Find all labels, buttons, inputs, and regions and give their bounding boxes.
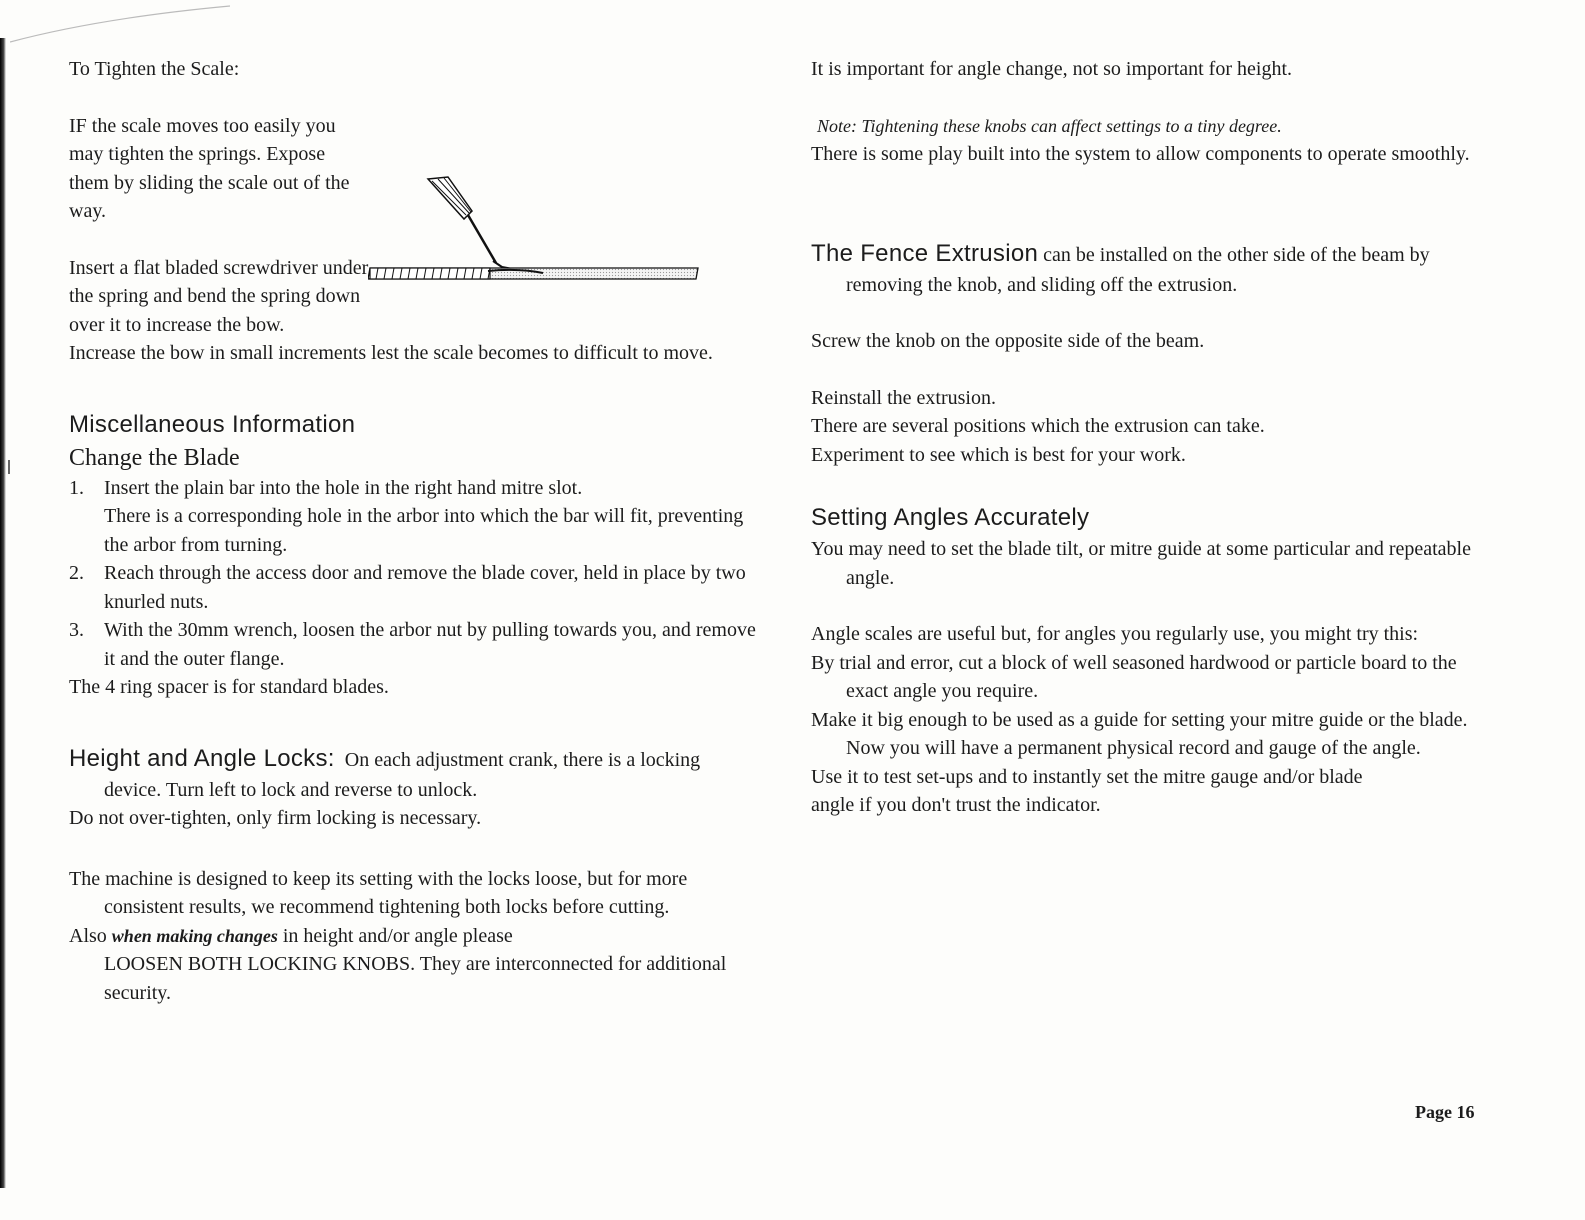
list-item xyxy=(69,616,759,673)
play-text: There is some play built into the system to allow components to operate smoothly. xyxy=(811,143,1470,165)
page-edge-mark xyxy=(8,460,10,474)
misc-info-heading: Miscellaneous Information xyxy=(69,410,356,438)
setting-angles-heading: Setting Angles Accurately xyxy=(811,504,1090,531)
fence-heading: The Fence Extrusion xyxy=(811,239,1039,267)
tighten-paragraph-2: Insert a flat bladed screwdriver under the spring and bend the spring down over it to increase the bow. xyxy=(69,256,369,336)
blade-steps-list xyxy=(69,474,759,674)
locks-heading: Height and Angle Locks: xyxy=(69,744,335,772)
list-item xyxy=(69,474,759,560)
reinstall-text: Reinstall the extrusion. xyxy=(811,386,996,409)
left-column xyxy=(69,55,759,1007)
angles-paragraph-1: You may need to set the blade tilt, or mitre guide at some particular and repeatable angle. xyxy=(811,538,1471,589)
angles-paragraph-5a: Use it to test set-ups and to instantly set the mitre gauge and/or blade xyxy=(811,765,1363,788)
design-paragraph: The machine is designed to keep its setting with the locks loose, but for more consistent results, we recommend tightening both locks before cutting. xyxy=(69,867,688,918)
step-text: With the 30mm wrench, loosen the arbor nut by pulling towards you, and remove it and the outer flange. xyxy=(104,619,756,670)
corner-scan-line xyxy=(10,4,230,44)
angles-paragraph-4: Make it big enough to be used as a guide for setting your mitre guide or the blade. Now you will have a permanent physical record and gauge of the angle. xyxy=(811,708,1468,759)
step-number: 2. xyxy=(69,562,84,584)
positions-text: There are several positions which the extrusion can take. xyxy=(811,415,1265,437)
also-paragraph xyxy=(69,922,759,951)
locks-text: On each adjustment crank, there is a locking device. Turn left to lock and reverse to unlock. xyxy=(104,748,701,801)
step-extra-text: There is a corresponding hole in the arbor into which the bar will fit, preventing the arbor from turning. xyxy=(104,505,744,556)
step-number: 1. xyxy=(69,476,84,499)
also-prefix: Also xyxy=(69,924,107,947)
angles-paragraph-2: Angle scales are useful but, for angles you regularly use, you might try this: xyxy=(811,623,1419,645)
note-text: Note: Tightening these knobs can affect settings to a tiny degree. xyxy=(817,115,1282,136)
loosen-knobs-text: LOOSEN BOTH LOCKING KNOBS. They are interconnected for additional security. xyxy=(104,953,727,1004)
list-item xyxy=(69,559,759,616)
change-blade-heading: Change the Blade xyxy=(69,444,240,471)
step-number: 3. xyxy=(69,619,84,641)
fence-paragraph xyxy=(811,237,1501,300)
tighten-paragraph-1: IF the scale moves too easily you may tighten the springs. Expose them by sliding the scale out of the way. xyxy=(69,114,350,222)
angles-paragraph-5b: angle if you don't trust the indicator. xyxy=(811,794,1101,816)
page-binding-edge xyxy=(0,38,6,1188)
page-number: Page 16 xyxy=(1415,1102,1475,1122)
step-text: Insert the plain bar into the hole in the right hand mitre slot. xyxy=(104,476,583,499)
spacer-note: The 4 ring spacer is for standard blades. xyxy=(69,676,389,698)
fence-text: can be installed on the other side of the beam by removing the knob, and sliding off the extrusion. xyxy=(846,243,1430,296)
step-text: Reach through the access door and remove the blade cover, held in place by two knurled nuts. xyxy=(104,562,746,613)
tighten-scale-title: To Tighten the Scale: xyxy=(69,58,240,80)
tighten-paragraph-3: Increase the bow in small increments lest the scale becomes to difficult to move. xyxy=(69,342,713,364)
angles-paragraph-3: By trial and error, cut a block of well seasoned hardwood or particle board to the exact angle you require. xyxy=(811,651,1457,702)
experiment-text: Experiment to see which is best for your work. xyxy=(811,443,1186,466)
right-column xyxy=(811,55,1501,820)
when-making-changes: when making changes xyxy=(111,925,278,946)
locks-warning: Do not over-tighten, only firm locking is necessary. xyxy=(69,807,482,829)
locks-paragraph xyxy=(69,742,759,805)
important-text: It is important for angle change, not so important for height. xyxy=(811,58,1292,80)
also-suffix: in height and/or angle please xyxy=(282,924,513,947)
screw-knob-text: Screw the knob on the opposite side of the beam. xyxy=(811,330,1205,352)
